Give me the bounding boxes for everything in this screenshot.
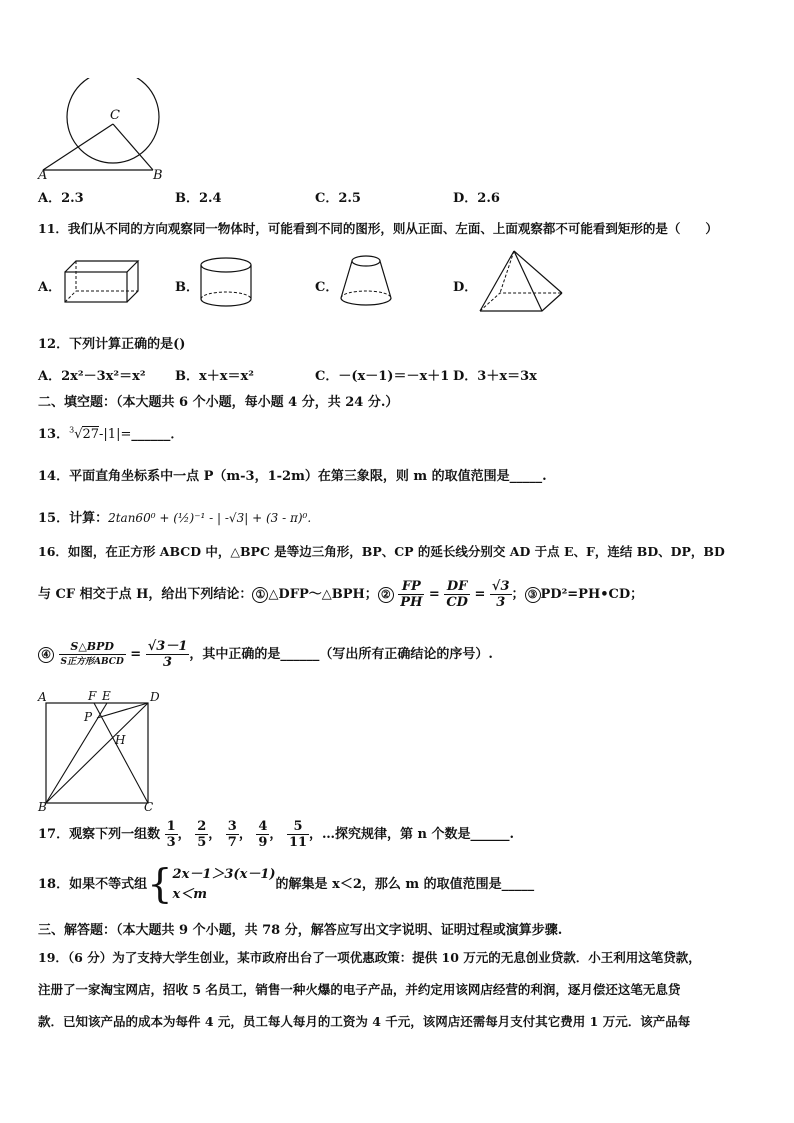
frac-df-cd: $\frac{DF}{CD}$ [446,579,468,610]
q12-option-d: D．3＋x＝3x [453,369,537,384]
seq-frac-4: $\frac{4}{9}$ [258,819,268,850]
conclusion-4-marker: ④ [38,647,54,663]
q12-option-b: B．x＋x＝x² [175,369,254,384]
q19-line1: 19．（6 分）为了支持大学生创业，某市政府出台了一项优惠政策：提供 10 万元的无息创业贷款．小王利用这笔贷款， [38,950,701,965]
q17-prefix: 17．观察下列一组数 [38,827,161,842]
pyramid-figure [476,248,566,316]
q13: 13．$^3$√27-|1|=______． [38,425,184,442]
q12-text: 12．下列计算正确的是() [38,337,186,352]
equals-3: = [130,647,142,662]
q16-line1: 16．如图，在正方形 ABCD 中，△BPC 是等边三角形，BP、CP 的延长线分别交 AD 于点 E、F，连结 BD、DP，BD [38,544,725,559]
sq-label-A: A [38,690,47,704]
q16-tail: ，其中正确的是______（写出所有正确结论的序号）. [189,647,493,662]
frustum-figure [336,252,396,312]
q19-line3: 款．已知该产品的成本为每件 4 元，员工每人每月的工资为 4 千元，该网店还需每月支付其它费用 1 万元．该产品每 [38,1014,691,1029]
q12-option-a: A．2x²－3x²＝x² [38,369,146,384]
q11-option-c: C． [315,280,339,295]
q15-expression: 2tan60⁰ + (½)⁻¹ - | -√3| + (3 - π)⁰. [108,511,312,525]
sq-label-H: H [115,733,126,747]
sq-label-D: D [150,690,160,704]
label-C: C [110,108,120,123]
q18-suffix: 的解集是 x＜2，那么 m 的取值范围是_____ [275,877,535,892]
frac-root3-minus1: $\frac{√3-1}{3}$ [147,639,188,670]
q19-line2: 注册了一家淘宝网店，招收 5 名员工，销售一种火爆的电子产品，并约定用该网店经营的利润，逐月偿还这笔无息贷 [38,982,681,997]
semicolon: ； [511,587,525,602]
inequality-2: x＜m [172,886,208,902]
sq-label-B: B [38,800,47,814]
sq-label-C: C [144,800,154,814]
inequality-1: 2x－1＞3(x－1) [172,866,276,882]
q10-option-c: C．2.5 [315,191,361,206]
q17: 17．观察下列一组数 $\frac{1}{3}$ ， $\frac{2}{5}$ ， $\frac{3}{7}$ ， $\frac{4}{9}$ ， $\frac{5}{11}$ ，…探究规律，第 n 个数是______. [38,819,515,850]
square-figure [40,700,152,806]
q13-prefix: 13． [38,427,70,442]
equals-2: = [474,587,486,602]
inequality-system [173,865,276,905]
conclusion-2-marker: ② [378,587,394,603]
cylinder-figure [198,255,254,311]
q17-suffix: ，…探究规律，第 n 个数是______. [309,827,515,842]
sq-label-F: F [88,689,97,703]
seq-frac-1: $\frac{1}{3}$ [166,819,176,850]
q11-text: 11．我们从不同的方向观察同一物体时，可能看到不同的图形，则从正面、左面、上面观察都不可能看到矩形的是（ ） [38,221,718,236]
label-B: B [153,168,163,183]
circle-triangle-figure [30,78,170,180]
q18-prefix: 18．如果不等式组 [38,877,148,892]
q15-prefix: 15．计算： [38,511,109,526]
frac-fp-ph: $\frac{FP}{PH}$ [400,579,423,610]
q14-text: 14．平面直角坐标系中一点 P（m-3，1-2m）在第三象限，则 m 的取值范围是_____. [38,469,547,484]
q10-option-d: D．2.6 [453,191,500,206]
seq-frac-3: $\frac{3}{7}$ [227,819,237,850]
q12-option-c: C．－(x－1)＝－x＋1 [315,369,450,384]
q16-intro: 与 CF 相交于点 H，给出下列结论： [38,587,253,602]
q13-radicand: 27 [82,427,100,442]
section-3-heading: 三、解答题：（本大题共 9 个小题，共 78 分，解答应写出文字说明、证明过程或演算步骤. [38,923,563,938]
frac-area-ratio: $\frac{\text{S△BPD}}{\text{S正方形ABCD}}$ [60,640,124,667]
q13-rest: -|1|= [99,427,132,442]
q16-line3 [38,638,493,672]
conclusion-1-marker: ① [252,587,268,603]
q18: 18．如果不等式组{ 2x－1＞3(x－1) x＜m 的解集是 x＜2，那么 m 的取值范围是_____ [38,861,535,908]
frac-root3-3: $\frac{√3}{3}$ [491,579,510,610]
seq-frac-2: $\frac{2}{5}$ [197,819,207,850]
q10-option-a: A．2.3 [38,191,84,206]
q13-root-index: 3 [69,425,75,435]
q11-option-b: B． [175,280,199,295]
seq-frac-5: $\frac{5}{11}$ [288,819,308,850]
label-A: A [38,168,48,183]
conclusion-3-text: PD²=PH•CD； [540,587,644,602]
cuboid-figure [62,258,142,308]
q11-option-a: A． [38,280,62,295]
conclusion-3-marker: ③ [525,587,541,603]
conclusion-1-text: △DFP～△BPH； [268,587,378,602]
q10-option-b: B．2.4 [175,191,222,206]
section-2-heading: 二、填空题：（本大题共 6 个小题，每小题 4 分，共 24 分.） [38,395,399,410]
q16-line2 [38,578,643,612]
equals-1: = [428,587,440,602]
q11-option-d: D． [453,280,478,295]
q13-blank: ______． [131,427,184,442]
q15 [38,507,311,526]
sq-label-P: P [84,710,93,724]
sq-label-E: E [102,689,111,703]
